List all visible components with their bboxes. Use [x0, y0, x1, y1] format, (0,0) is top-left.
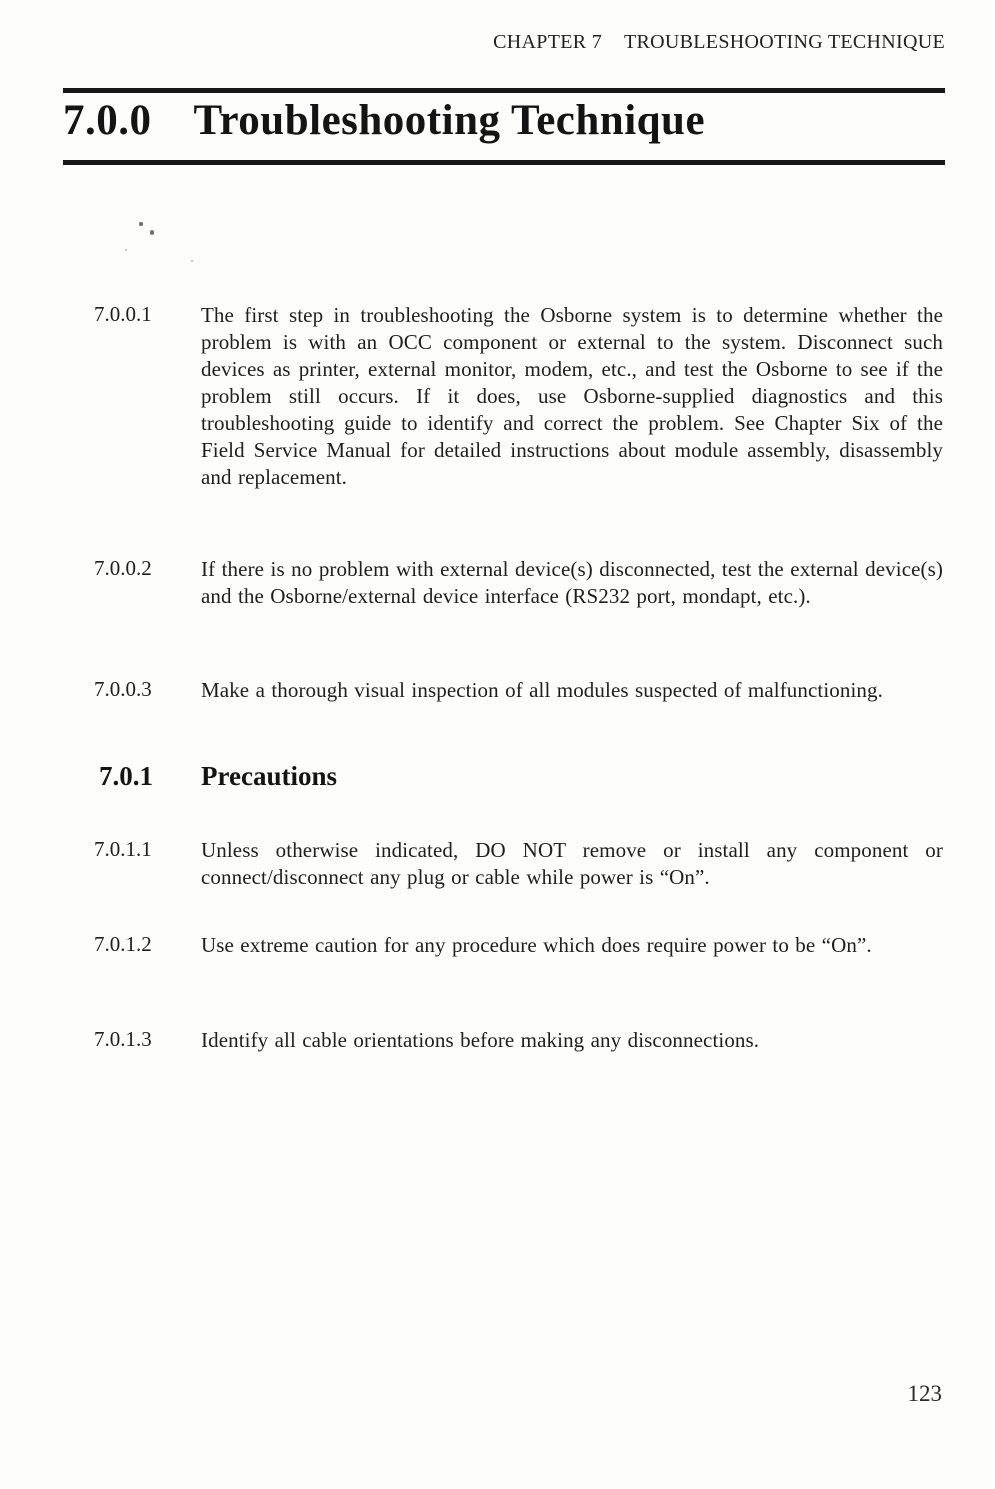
scan-speck	[139, 222, 143, 226]
paragraph-text: Make a thorough visual inspection of all modules suspected of malfunctioning.	[201, 678, 883, 702]
paragraph-text: If there is no problem with external device(s) disconnected, test the external device(s) and the Osborne/external device interface (RS232 port, mondapt, etc.).	[201, 557, 943, 608]
page-number: 123	[907, 1381, 942, 1406]
paragraph-number: 7.0.0.3	[94, 677, 152, 701]
section-heading-number: 7.0.0	[63, 97, 152, 144]
running-header-chapter: CHAPTER 7	[493, 31, 602, 53]
numbered-paragraph	[0, 932, 995, 959]
numbered-paragraph	[0, 837, 995, 891]
subsection-heading-number: 7.0.1	[99, 761, 153, 791]
paragraph-number: 7.0.0.1	[94, 302, 152, 326]
paragraph-text: The first step in troubleshooting the Osborne system is to determine whether the problem is with an OCC component or external to the system. Disconnect such devices as printer, external monitor, modem, etc., and test the Osborne to see if the problem still occurs. If it does, use Osborne-supplied diagnostics and this troubleshooting guide to identify and correct the problem. See Chapter Six of the Field Service Manual for detailed instructions about module assembly, disassembly and replacement.	[201, 303, 943, 489]
title-rule-bottom	[63, 160, 945, 165]
paragraph-text: Unless otherwise indicated, DO NOT remove or install any component or connect/disconnect any plug or cable while power is “On”.	[201, 838, 943, 889]
scan-speck	[125, 249, 127, 251]
running-header	[493, 31, 945, 54]
scan-speck	[150, 230, 154, 235]
paragraph-number: 7.0.1.3	[94, 1027, 152, 1051]
paragraph-text: Use extreme caution for any procedure which does require power to be “On”.	[201, 933, 872, 957]
paragraph-text: Identify all cable orientations before making any disconnections.	[201, 1028, 760, 1052]
scan-speck	[191, 260, 193, 262]
numbered-paragraph	[0, 1027, 995, 1054]
section-heading	[63, 96, 945, 145]
numbered-paragraph	[0, 302, 995, 491]
running-header-title: TROUBLESHOOTING TECHNIQUE	[624, 31, 945, 53]
paragraph-number: 7.0.1.2	[94, 932, 152, 956]
paragraph-number: 7.0.1.1	[94, 837, 152, 861]
numbered-paragraph	[0, 556, 995, 610]
numbered-paragraph	[0, 677, 995, 704]
section-heading-title: Troubleshooting Technique	[193, 97, 706, 144]
subsection-heading	[0, 761, 995, 792]
paragraph-number: 7.0.0.2	[94, 556, 152, 580]
title-rule-top	[63, 88, 945, 93]
subsection-heading-title: Precautions	[201, 761, 337, 791]
